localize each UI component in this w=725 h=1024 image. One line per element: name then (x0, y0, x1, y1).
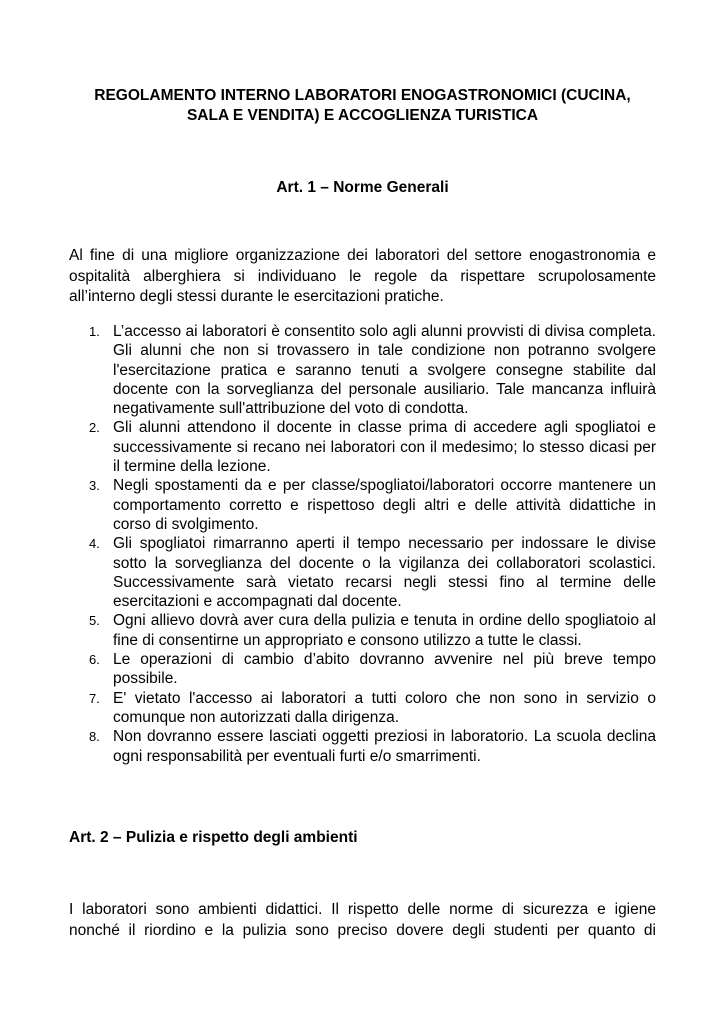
article-1-heading: Art. 1 – Norme Generali (276, 179, 449, 196)
rule-text: E' vietato l'accesso ai laboratori a tutti coloro che non sono in servizio o comunque non autorizzati dalla dirigenza. (113, 689, 656, 726)
rule-item (69, 534, 656, 611)
rule-number: 1. (89, 324, 100, 339)
rule-text: Negli spostamenti da e per classe/spogliatoi/laboratori occorre mantenere un comportamento corretto e rispettoso degli altri e delle attività didattiche in corso di svolgimento. (113, 477, 656, 533)
rule-text: Le operazioni di cambio d’abito dovranno avvenire nel più breve tempo possibile. (113, 651, 656, 688)
title-line-2: SALA E VENDITA) E ACCOGLIENZA TURISTICA (186, 107, 539, 124)
rule-text: Ogni allievo dovrà aver cura della pulizia e tenuta in ordine dello spogliatoio al fine di consentirne un appropriato e consono utilizzo a tutte le classi. (113, 612, 656, 649)
rules-list (69, 322, 656, 766)
rule-item (69, 322, 656, 418)
document-title (69, 86, 656, 126)
rule-text: Gli alunni attendono il docente in classe prima di accedere agli spogliatoi e successivamente si recano nei laboratori con il medesimo; lo stesso dicasi per il termine della lezione. (113, 419, 656, 476)
rule-item (69, 650, 656, 689)
rule-number: 8. (89, 729, 100, 745)
rule-text: L’accesso ai laboratori è consentito solo agli alunni provvisti di divisa completa. Gli alunni che non si trovassero in tale condizione non potranno svolgere l'esercitazione pratica e saranno tenuti a svolgere consegne stabilite dal docente con la sorveglianza del personale ausiliario. Tale mancanza influirà negativamente sull'attribuzione del voto di condotta. (113, 323, 656, 418)
article-2-heading: Art. 2 – Pulizia e rispetto degli ambienti (69, 829, 358, 846)
rule-number: 2. (89, 420, 100, 436)
rule-text: Gli spogliatoi rimarranno aperti il tempo necessario per indossare le divise sotto la sorveglianza del docente o la vigilanza dei collaboratori scolastici. Successivamente sarà vietato recarsi negli stessi fino al termine delle esercitazioni e accompagnati dal docente. (113, 535, 656, 611)
rule-item (69, 476, 656, 534)
rule-text: Non dovranno essere lasciati oggetti preziosi in laboratorio. La scuola declina ogni responsabilità per eventuali furti e/o smarrimenti. (113, 728, 656, 765)
rule-number: 6. (89, 652, 100, 668)
intro-paragraph: Al fine di una migliore organizzazione dei laboratori del settore enogastronomia e ospitalità alberghiera si individuano le regole da rispettare scrupolosamente all’interno degli stessi durante le esercitazioni pratiche. (69, 247, 656, 305)
rule-item (69, 727, 656, 766)
article-2-paragraph: I laboratori sono ambienti didattici. Il rispetto delle norme di sicurezza e igiene nonché il riordino e la pulizia sono preciso dovere degli studenti per quanto di (69, 901, 656, 939)
rule-number: 4. (89, 536, 100, 552)
rule-item (69, 418, 656, 476)
rule-number: 3. (89, 478, 100, 494)
title-line-1: REGOLAMENTO INTERNO LABORATORI ENOGASTRONOMICI (CUCINA, (94, 87, 631, 104)
rule-item (69, 611, 656, 650)
rule-number: 7. (89, 690, 100, 706)
rule-number: 5. (89, 613, 100, 629)
rule-item (69, 689, 656, 728)
